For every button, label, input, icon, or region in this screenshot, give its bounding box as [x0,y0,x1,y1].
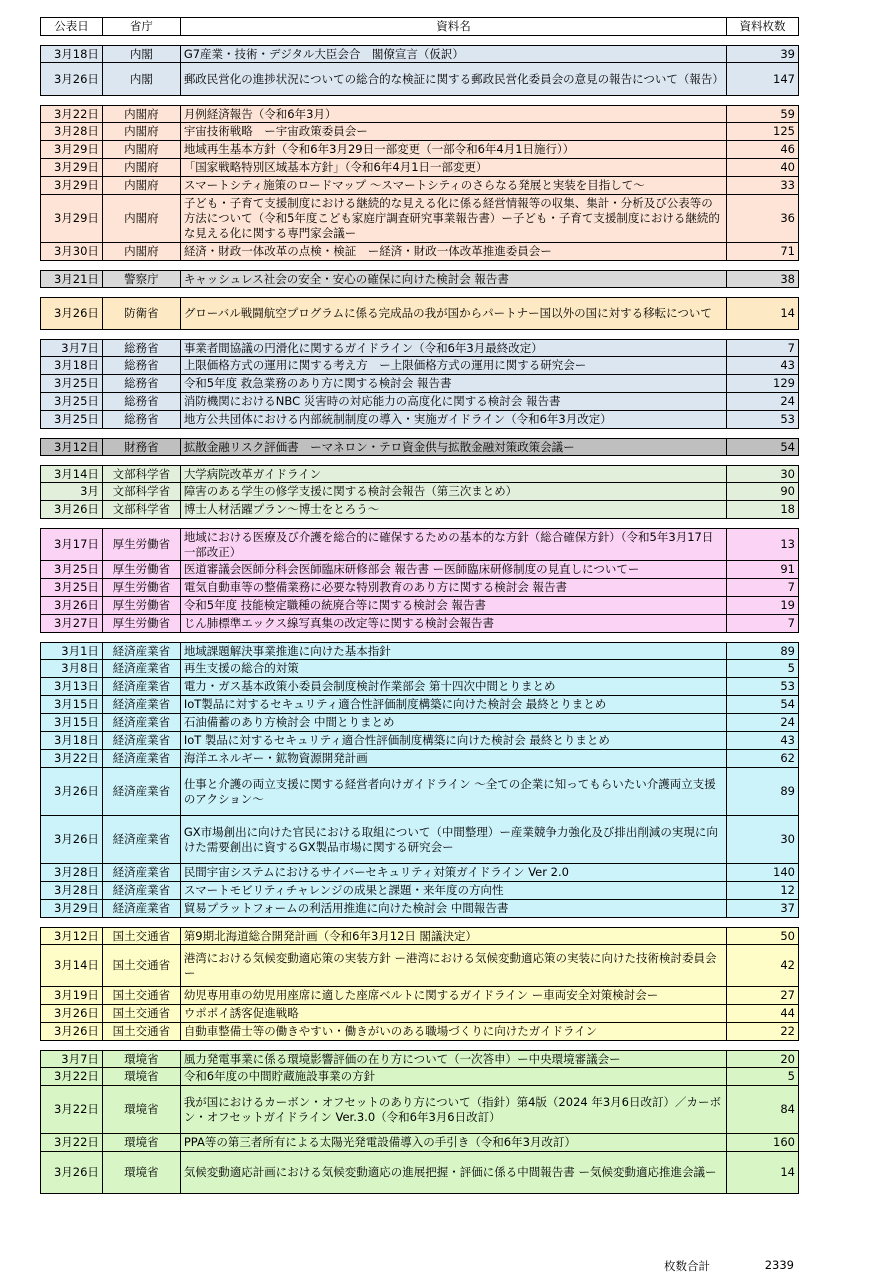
cell-date: 3月27日 [41,615,103,632]
cell-ministry: 経済産業省 [103,768,181,815]
cell-ministry: 国土交通省 [103,1023,181,1040]
table-header [40,17,799,36]
cell-ministry: 環境省 [103,1068,181,1085]
cell-date: 3月13日 [41,678,103,695]
cell-pages: 7 [727,340,799,356]
cell-pages: 27 [727,987,799,1004]
cell-title: 医道審議会医師分科会医師臨床研修部会 報告書 ー医師臨床研修制度の見直しについてー [181,561,727,578]
cell-date: 3月14日 [41,945,103,986]
cell-pages: 59 [727,106,799,122]
cell-ministry: 経済産業省 [103,696,181,713]
table-row [40,501,799,519]
table-row [40,732,799,750]
cell-date: 3月30日 [41,243,103,260]
group-gap [40,330,799,339]
cell-ministry: 国土交通省 [103,987,181,1004]
cell-pages: 19 [727,597,799,614]
cell-title: GX市場創出に向けた官民における取組について（中間整理）ー産業競争力強化及び排出削減の実現に向けた需要創出に資するGX製品市場に関する研究会ー [181,816,727,863]
header-pages: 資料枚数 [727,18,799,35]
cell-date: 3月7日 [41,1051,103,1067]
group-gap [40,519,799,528]
cell-pages: 53 [727,678,799,695]
table-row [40,243,799,261]
cell-ministry: 防衛省 [103,298,181,329]
table-body [40,36,799,1194]
cell-date: 3月22日 [41,750,103,767]
cell-date: 3月26日 [41,1005,103,1022]
cell-ministry: 内閣府 [103,195,181,242]
cell-date: 3月29日 [41,159,103,176]
cell-title: スマートシティ施策のロードマップ ～スマートシティのさらなる発展と実装を目指して～ [181,177,727,194]
cell-pages: 62 [727,750,799,767]
cell-date: 3月29日 [41,141,103,158]
cell-date: 3月26日 [41,298,103,329]
table-row [40,882,799,900]
cell-pages: 22 [727,1023,799,1040]
cell-date: 3月25日 [41,375,103,392]
cell-ministry: 厚生労働省 [103,579,181,596]
cell-ministry: 厚生労働省 [103,615,181,632]
cell-pages: 54 [727,439,799,455]
cell-title: 気候変動適応計画における気候変動適応の進展把握・評価に係る中間報告書 ー気候変動適応推進会議ー [181,1152,727,1193]
cell-date: 3月26日 [41,816,103,863]
cell-pages: 43 [727,732,799,749]
table-row [40,1005,799,1023]
cell-pages: 12 [727,882,799,899]
cell-title: ウポポイ誘客促進戦略 [181,1005,727,1022]
cell-date: 3月21日 [41,271,103,287]
group-gap [40,261,799,270]
cell-date: 3月26日 [41,1023,103,1040]
table-row [40,195,799,243]
table-row [40,561,799,579]
cell-date: 3月25日 [41,411,103,428]
group-gap [40,429,799,438]
cell-title: 消防機関におけるNBC 災害時の対応能力の高度化に関する検討会 報告書 [181,393,727,410]
cell-ministry: 経済産業省 [103,678,181,695]
table-row [40,579,799,597]
cell-title: 地方公共団体における内部統制制度の導入・実施ガイドライン（令和6年3月改定） [181,411,727,428]
group-gap [40,96,799,105]
cell-title: 事業者間協議の円滑化に関するガイドライン（令和6年3月最終改定） [181,340,727,356]
cell-ministry: 総務省 [103,340,181,356]
cell-date: 3月17日 [41,529,103,560]
table-row [40,597,799,615]
cell-pages: 33 [727,177,799,194]
cell-ministry: 文部科学省 [103,466,181,482]
cell-ministry: 厚生労働省 [103,597,181,614]
cell-title: 幼児専用車の幼児用座席に適した座席ベルトに関するガイドライン ー車両安全対策検討会ー [181,987,727,1004]
cell-pages: 24 [727,714,799,731]
cell-date: 3月25日 [41,561,103,578]
table-row [40,714,799,732]
cell-title: 民間宇宙システムにおけるサイバーセキュリティ対策ガイドライン Ver 2.0 [181,864,727,881]
cell-title: 大学病院改革ガイドライン [181,466,727,482]
cell-ministry: 経済産業省 [103,660,181,677]
cell-date: 3月15日 [41,696,103,713]
cell-date: 3月29日 [41,900,103,917]
cell-title: 拡散金融リスク評価書 ーマネロン・テロ資金供与拡散金融対策政策会議ー [181,439,727,455]
cell-title: 上限価格方式の運用に関する考え方 ー上限価格方式の運用に関する研究会ー [181,357,727,374]
cell-date: 3月28日 [41,864,103,881]
total-row [0,1258,871,1274]
cell-date: 3月25日 [41,393,103,410]
cell-pages: 46 [727,141,799,158]
cell-ministry: 内閣府 [103,141,181,158]
cell-ministry: 総務省 [103,375,181,392]
table-row [40,339,799,357]
cell-ministry: 総務省 [103,393,181,410]
cell-title: 自動車整備士等の働きやすい・働きがいのある職場づくりに向けたガイドライン [181,1023,727,1040]
cell-date: 3月14日 [41,466,103,482]
cell-pages: 7 [727,579,799,596]
table-row [40,528,799,561]
cell-title: 令和6年度の中間貯蔵施設事業の方針 [181,1068,727,1085]
cell-pages: 7 [727,615,799,632]
cell-title: 令和5年度 技能検定職種の統廃合等に関する検討会 報告書 [181,597,727,614]
cell-title: IoT製品に対するセキュリティ適合性評価制度構築に向けた検討会 最終とりまとめ [181,696,727,713]
cell-ministry: 内閣府 [103,177,181,194]
table-row [40,393,799,411]
header-title: 資料名 [181,18,727,35]
cell-ministry: 総務省 [103,357,181,374]
cell-date: 3月22日 [41,106,103,122]
cell-date: 3月18日 [41,46,103,62]
header-ministry: 省庁 [103,18,181,35]
cell-ministry: 財務省 [103,439,181,455]
cell-pages: 36 [727,195,799,242]
table-row [40,297,799,330]
cell-pages: 24 [727,393,799,410]
cell-title: IoT 製品に対するセキュリティ適合性評価制度構築に向けた検討会 最終とりまとめ [181,732,727,749]
cell-date: 3月12日 [41,928,103,944]
table-row [40,816,799,864]
cell-ministry: 厚生労働省 [103,529,181,560]
cell-title: PPA等の第三者所有による太陽光発電設備導入の手引き（令和6年3月改訂） [181,1134,727,1151]
cell-title: 石油備蓄のあり方検討会 中間とりまとめ [181,714,727,731]
cell-pages: 42 [727,945,799,986]
table-row [40,411,799,429]
cell-ministry: 内閣府 [103,159,181,176]
table-row [40,615,799,633]
cell-pages: 147 [727,63,799,95]
cell-title: スマートモビリティチャレンジの成果と課題・来年度の方向性 [181,882,727,899]
cell-pages: 129 [727,375,799,392]
cell-title: 宇宙技術戦略 ー宇宙政策委員会ー [181,123,727,140]
cell-title: 貿易プラットフォームの利活用推進に向けた検討会 中間報告書 [181,900,727,917]
cell-date: 3月29日 [41,177,103,194]
cell-pages: 53 [727,411,799,428]
cell-title: 郵政民営化の進捗状況についての総合的な検証に関する郵政民営化委員会の意見の報告について（報告） [181,63,727,95]
cell-date: 3月7日 [41,340,103,356]
table-row [40,927,799,945]
cell-title: 第9期北海道総合開発計画（令和6年3月12日 閣議決定） [181,928,727,944]
cell-pages: 5 [727,660,799,677]
table-row [40,696,799,714]
cell-pages: 14 [727,298,799,329]
cell-pages: 84 [727,1086,799,1133]
cell-ministry: 経済産業省 [103,900,181,917]
cell-ministry: 内閣府 [103,123,181,140]
cell-pages: 43 [727,357,799,374]
cell-ministry: 経済産業省 [103,643,181,659]
cell-ministry: 内閣 [103,46,181,62]
group-gap [40,918,799,927]
cell-title: 障害のある学生の修学支援に関する検討会報告（第三次まとめ） [181,483,727,500]
table-row [40,123,799,141]
cell-pages: 38 [727,271,799,287]
cell-title: 電力・ガス基本政策小委員会制度検討作業部会 第十四次中間とりまとめ [181,678,727,695]
cell-title: グローバル戦闘航空プログラムに係る完成品の我が国からパートナー国以外の国に対する移転について [181,298,727,329]
table-row [40,1134,799,1152]
table-row [40,45,799,63]
cell-pages: 160 [727,1134,799,1151]
cell-ministry: 国土交通省 [103,945,181,986]
cell-title: G7産業・技術・デジタル大臣会合 閣僚宣言（仮訳） [181,46,727,62]
cell-title: 令和5年度 救急業務のあり方に関する検討会 報告書 [181,375,727,392]
cell-date: 3月15日 [41,714,103,731]
table-row [40,678,799,696]
cell-ministry: 総務省 [103,411,181,428]
table-row [40,864,799,882]
cell-pages: 39 [727,46,799,62]
cell-date: 3月18日 [41,732,103,749]
table-row [40,483,799,501]
cell-ministry: 経済産業省 [103,732,181,749]
cell-date: 3月28日 [41,882,103,899]
table-row [40,768,799,816]
document-table [40,0,799,1194]
table-row [40,1086,799,1134]
table-row [40,357,799,375]
cell-date: 3月26日 [41,597,103,614]
cell-ministry: 環境省 [103,1152,181,1193]
cell-date: 3月18日 [41,357,103,374]
cell-pages: 20 [727,1051,799,1067]
cell-ministry: 厚生労働省 [103,561,181,578]
table-row [40,159,799,177]
total-label: 枚数合計 [664,1259,710,1273]
cell-pages: 125 [727,123,799,140]
cell-date: 3月25日 [41,579,103,596]
table-row [40,63,799,96]
cell-date: 3月22日 [41,1086,103,1133]
table-row [40,660,799,678]
cell-pages: 54 [727,696,799,713]
cell-pages: 18 [727,501,799,518]
cell-pages: 140 [727,864,799,881]
cell-title: キャッシュレス社会の安全・安心の確保に向けた検討会 報告書 [181,271,727,287]
table-row [40,1050,799,1068]
cell-date: 3月22日 [41,1134,103,1151]
cell-date: 3月19日 [41,987,103,1004]
cell-ministry: 経済産業省 [103,714,181,731]
cell-ministry: 環境省 [103,1051,181,1067]
group-gap [40,456,799,465]
cell-pages: 71 [727,243,799,260]
cell-title: 地域再生基本方針（令和6年3月29日一部変更（一部令和6年4月1日施行）） [181,141,727,158]
cell-title: 経済・財政一体改革の点検・検証 ー経済・財政一体改革推進委員会ー [181,243,727,260]
cell-pages: 30 [727,466,799,482]
cell-pages: 40 [727,159,799,176]
cell-title: 我が国におけるカーボン・オフセットのあり方について（指針）第4版（2024 年3月6日改訂）／カーボン・オフセットガイドライン Ver.3.0（令和6年3月6日改訂） [181,1086,727,1133]
cell-date: 3月28日 [41,123,103,140]
cell-date: 3月 [41,483,103,500]
table-row [40,1152,799,1194]
cell-pages: 89 [727,768,799,815]
table-row [40,945,799,987]
cell-title: 月例経済報告（令和6年3月） [181,106,727,122]
cell-pages: 13 [727,529,799,560]
table-row [40,1023,799,1041]
cell-title: 「国家戦略特別区域基本方針」（令和6年4月1日一部変更） [181,159,727,176]
table-row [40,465,799,483]
table-row [40,177,799,195]
cell-ministry: 内閣府 [103,106,181,122]
table-row [40,900,799,918]
cell-ministry: 内閣 [103,63,181,95]
cell-date: 3月26日 [41,1152,103,1193]
cell-title: 仕事と介護の両立支援に関する経営者向けガイドライン ～全ての企業に知ってもらいたい介護両立支援のアクション～ [181,768,727,815]
cell-ministry: 環境省 [103,1086,181,1133]
cell-date: 3月26日 [41,501,103,518]
cell-ministry: 経済産業省 [103,864,181,881]
cell-pages: 90 [727,483,799,500]
cell-title: 地域課題解決事業推進に向けた基本指針 [181,643,727,659]
table-row [40,270,799,288]
group-gap [40,288,799,297]
table-row [40,105,799,123]
table-row [40,375,799,393]
cell-date: 3月22日 [41,1068,103,1085]
cell-title: 地域における医療及び介護を総合的に確保するための基本的な方針（総合確保方針）（令和5年3月17日 一部改正） [181,529,727,560]
table-row [40,987,799,1005]
cell-ministry: 文部科学省 [103,483,181,500]
cell-pages: 5 [727,1068,799,1085]
cell-title: 海洋エネルギー・鉱物資源開発計画 [181,750,727,767]
cell-title: 博士人材活躍プラン～博士をとろう～ [181,501,727,518]
cell-pages: 14 [727,1152,799,1193]
cell-date: 3月1日 [41,643,103,659]
cell-pages: 89 [727,643,799,659]
table-row [40,1068,799,1086]
cell-ministry: 国土交通省 [103,1005,181,1022]
cell-ministry: 経済産業省 [103,816,181,863]
cell-ministry: 国土交通省 [103,928,181,944]
cell-title: 再生支援の総合的対策 [181,660,727,677]
cell-title: 子ども・子育て支援制度における継続的な見える化に係る経営情報等の収集、集計・分析及び公表等の方法について（令和5年度こども家庭庁調査研究事業報告書）ー子ども・子育て支援制度における継続的な見える化に関する専門家会議ー [181,195,727,242]
cell-date: 3月26日 [41,63,103,95]
cell-title: じん肺標準エックス線写真集の改定等に関する検討会報告書 [181,615,727,632]
cell-ministry: 内閣府 [103,243,181,260]
total-value: 2339 [764,1258,794,1272]
group-gap [40,633,799,642]
cell-ministry: 経済産業省 [103,882,181,899]
cell-pages: 91 [727,561,799,578]
table-row [40,750,799,768]
cell-date: 3月12日 [41,439,103,455]
cell-pages: 37 [727,900,799,917]
cell-title: 港湾における気候変動適応策の実装方針 ー港湾における気候変動適応策の実装に向けた技術検討委員会ー [181,945,727,986]
cell-ministry: 経済産業省 [103,750,181,767]
group-gap [40,36,799,45]
cell-ministry: 文部科学省 [103,501,181,518]
cell-pages: 44 [727,1005,799,1022]
cell-title: 風力発電事業に係る環境影響評価の在り方について（一次答申）ー中央環境審議会ー [181,1051,727,1067]
table-row [40,438,799,456]
cell-ministry: 警察庁 [103,271,181,287]
cell-date: 3月8日 [41,660,103,677]
table-row [40,141,799,159]
cell-pages: 30 [727,816,799,863]
cell-date: 3月29日 [41,195,103,242]
cell-title: 電気自動車等の整備業務に必要な特別教育のあり方に関する検討会 報告書 [181,579,727,596]
cell-ministry: 環境省 [103,1134,181,1151]
cell-pages: 50 [727,928,799,944]
cell-date: 3月26日 [41,768,103,815]
header-date: 公表日 [41,18,103,35]
table-row [40,642,799,660]
group-gap [40,1041,799,1050]
